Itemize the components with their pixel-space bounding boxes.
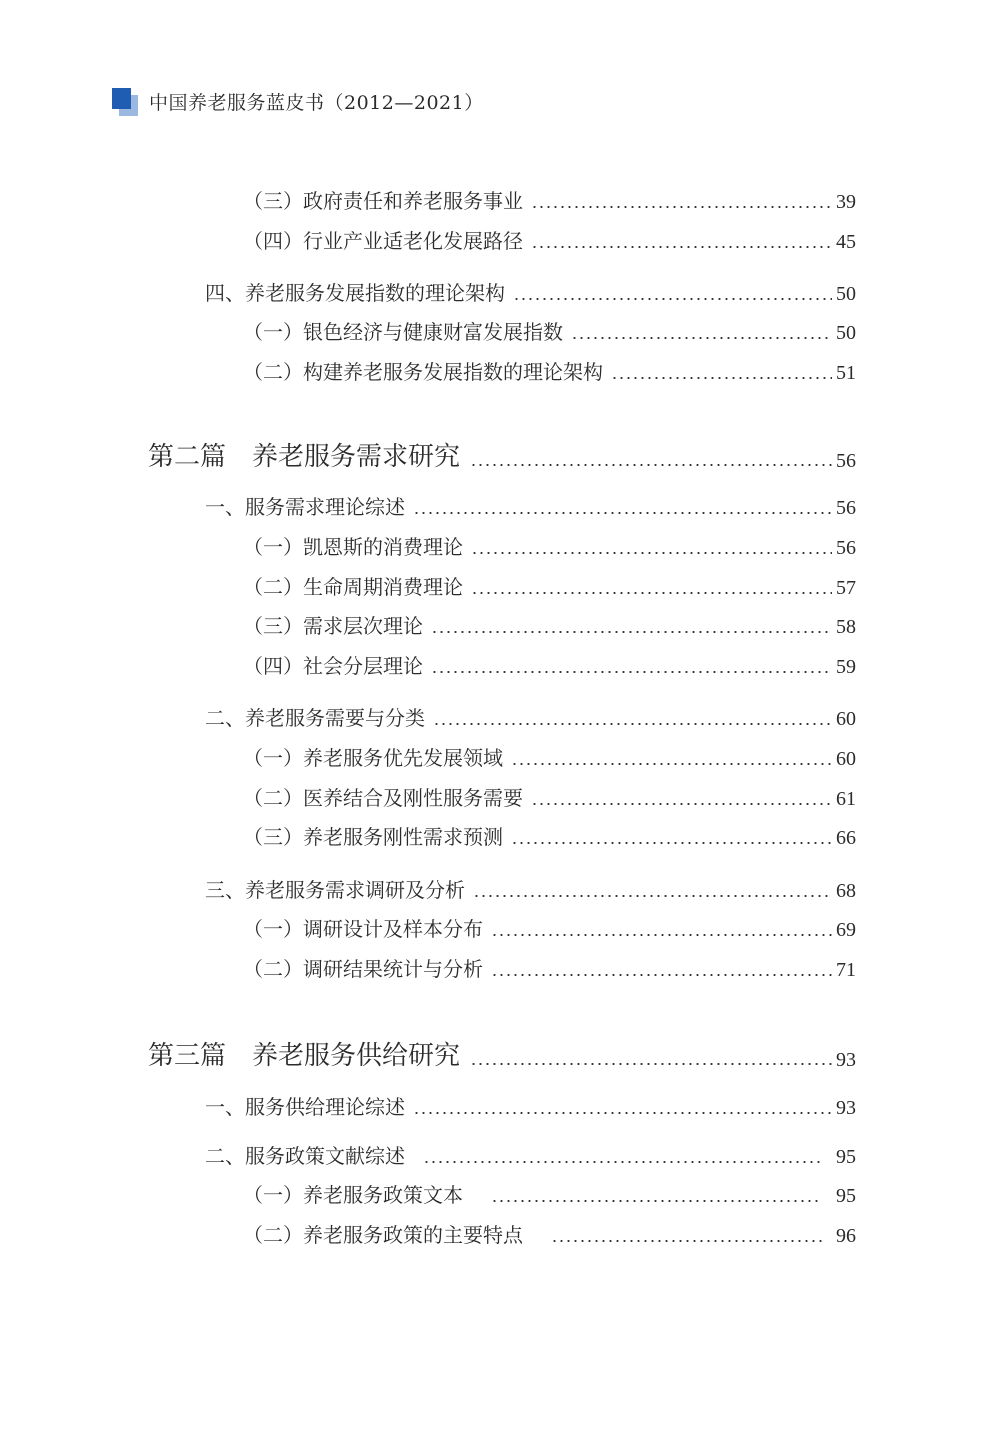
toc-entry [243,572,856,600]
toc-entry-label: （二）调研结果统计与分析 [243,957,483,981]
toc-entry-page: 57 [836,577,856,599]
toc-entry-page: 66 [836,827,856,849]
toc-entry [243,651,856,679]
toc-entry-label: （二）养老服务政策的主要特点 [243,1223,523,1247]
toc-entry-page: 56 [836,537,856,559]
toc-entry-page: 56 [836,497,856,519]
toc-entry-label: （三）政府责任和养老服务事业 [243,189,523,213]
toc-leader-dots [491,974,832,976]
toc-leader-dots [471,592,832,594]
toc-entry-page: 96 [836,1225,856,1247]
toc-entry-page: 51 [836,362,856,384]
toc-entry-page: 61 [836,788,856,810]
toc-entry [205,875,856,903]
toc-entry-label: （三）需求层次理论 [243,614,423,638]
toc-entry-label: 四、养老服务发展指数的理论架构 [205,281,505,305]
toc-entry-page: 39 [836,191,856,213]
toc-entry-label: （四）行业产业适老化发展路径 [243,229,523,253]
toc-leader-dots [431,631,832,633]
toc-entry-label: 二、服务政策文献综述 [205,1144,405,1168]
toc-entry-label: （二）构建养老服务发展指数的理论架构 [243,360,603,384]
toc-entry-label: （三）养老服务刚性需求预测 [243,825,503,849]
toc-entry-page: 59 [836,656,856,678]
toc-leader-dots [491,1200,822,1202]
toc-part-number: 第二篇 [148,442,227,472]
toc-leader-dots [413,512,832,514]
toc-entry-page: 93 [836,1097,856,1119]
toc-entry-label: （二）医养结合及刚性服务需要 [243,786,523,810]
toc-entry-page: 95 [836,1146,856,1168]
toc-entry [243,186,856,214]
toc-entry-label: 一、服务供给理论综述 [205,1095,405,1119]
toc-entry [205,1092,856,1120]
toc-entry [205,492,856,520]
toc-leader-dots [491,934,832,936]
toc-leader-dots [473,895,832,897]
toc-entry-page: 56 [836,450,856,472]
toc-leader-dots [471,552,832,554]
toc-entry [243,743,856,771]
toc-leader-dots [513,298,832,300]
toc-leader-dots [470,464,832,466]
toc-entry [205,703,856,731]
toc-leader-dots [571,337,832,339]
toc-entry-label: （一）银色经济与健康财富发展指数 [243,320,563,344]
toc-leader-dots [511,842,832,844]
toc-leader-dots [470,1063,832,1065]
toc-leader-dots [611,377,832,379]
toc-leader-dots [413,1112,832,1114]
toc-entry [243,954,856,982]
toc-entry-page: 60 [836,748,856,770]
toc-part-number: 第三篇 [148,1041,227,1071]
toc-entry [243,1180,856,1208]
toc-entry [243,783,856,811]
toc-entry [243,822,856,850]
toc-entry-page: 71 [836,959,856,981]
toc-part-title: 养老服务供给研究 [252,1041,461,1071]
toc-leader-dots [531,803,832,805]
toc-part-heading [148,439,856,473]
toc-entry [243,1220,856,1248]
toc-entry-page: 60 [836,708,856,730]
toc-entry-page: 69 [836,919,856,941]
toc-leader-dots [423,1161,822,1163]
toc-entry [243,226,856,254]
toc-leader-dots [531,206,832,208]
toc-entry [243,317,856,345]
toc-entry [205,1141,856,1169]
toc-entry-label: 三、养老服务需求调研及分析 [205,878,465,902]
toc-entry [243,914,856,942]
toc-entry-label: （二）生命周期消费理论 [243,575,463,599]
toc-entry-label: （一）凯恩斯的消费理论 [243,535,463,559]
toc-entry [243,611,856,639]
toc-entry-label: （一）养老服务优先发展领域 [243,746,503,770]
toc-leader-dots [433,723,832,725]
toc-part-title: 养老服务需求研究 [252,442,461,472]
toc-leader-dots [531,246,832,248]
toc-entry-page: 58 [836,616,856,638]
header-title: 中国养老服务蓝皮书（2012—2021） [149,92,484,114]
toc-leader-dots [551,1240,822,1242]
toc-entry [243,357,856,385]
toc-entry-label: （一）调研设计及样本分布 [243,917,483,941]
toc-entry-label: 二、养老服务需要与分类 [205,706,425,730]
toc-entry [243,532,856,560]
toc-entry-page: 68 [836,880,856,902]
toc-leader-dots [431,671,832,673]
toc-part-heading [148,1038,856,1072]
toc-entry-label: 一、服务需求理论综述 [205,495,405,519]
toc-entry-page: 50 [836,322,856,344]
toc-entry [205,278,856,306]
toc-entry-page: 50 [836,283,856,305]
toc-entry-page: 95 [836,1185,856,1207]
toc-leader-dots [511,763,832,765]
toc-entry-page: 93 [836,1049,856,1071]
toc-entry-page: 45 [836,231,856,253]
toc-entry-label: （一）养老服务政策文本 [243,1183,463,1207]
toc-entry-label: （四）社会分层理论 [243,654,423,678]
